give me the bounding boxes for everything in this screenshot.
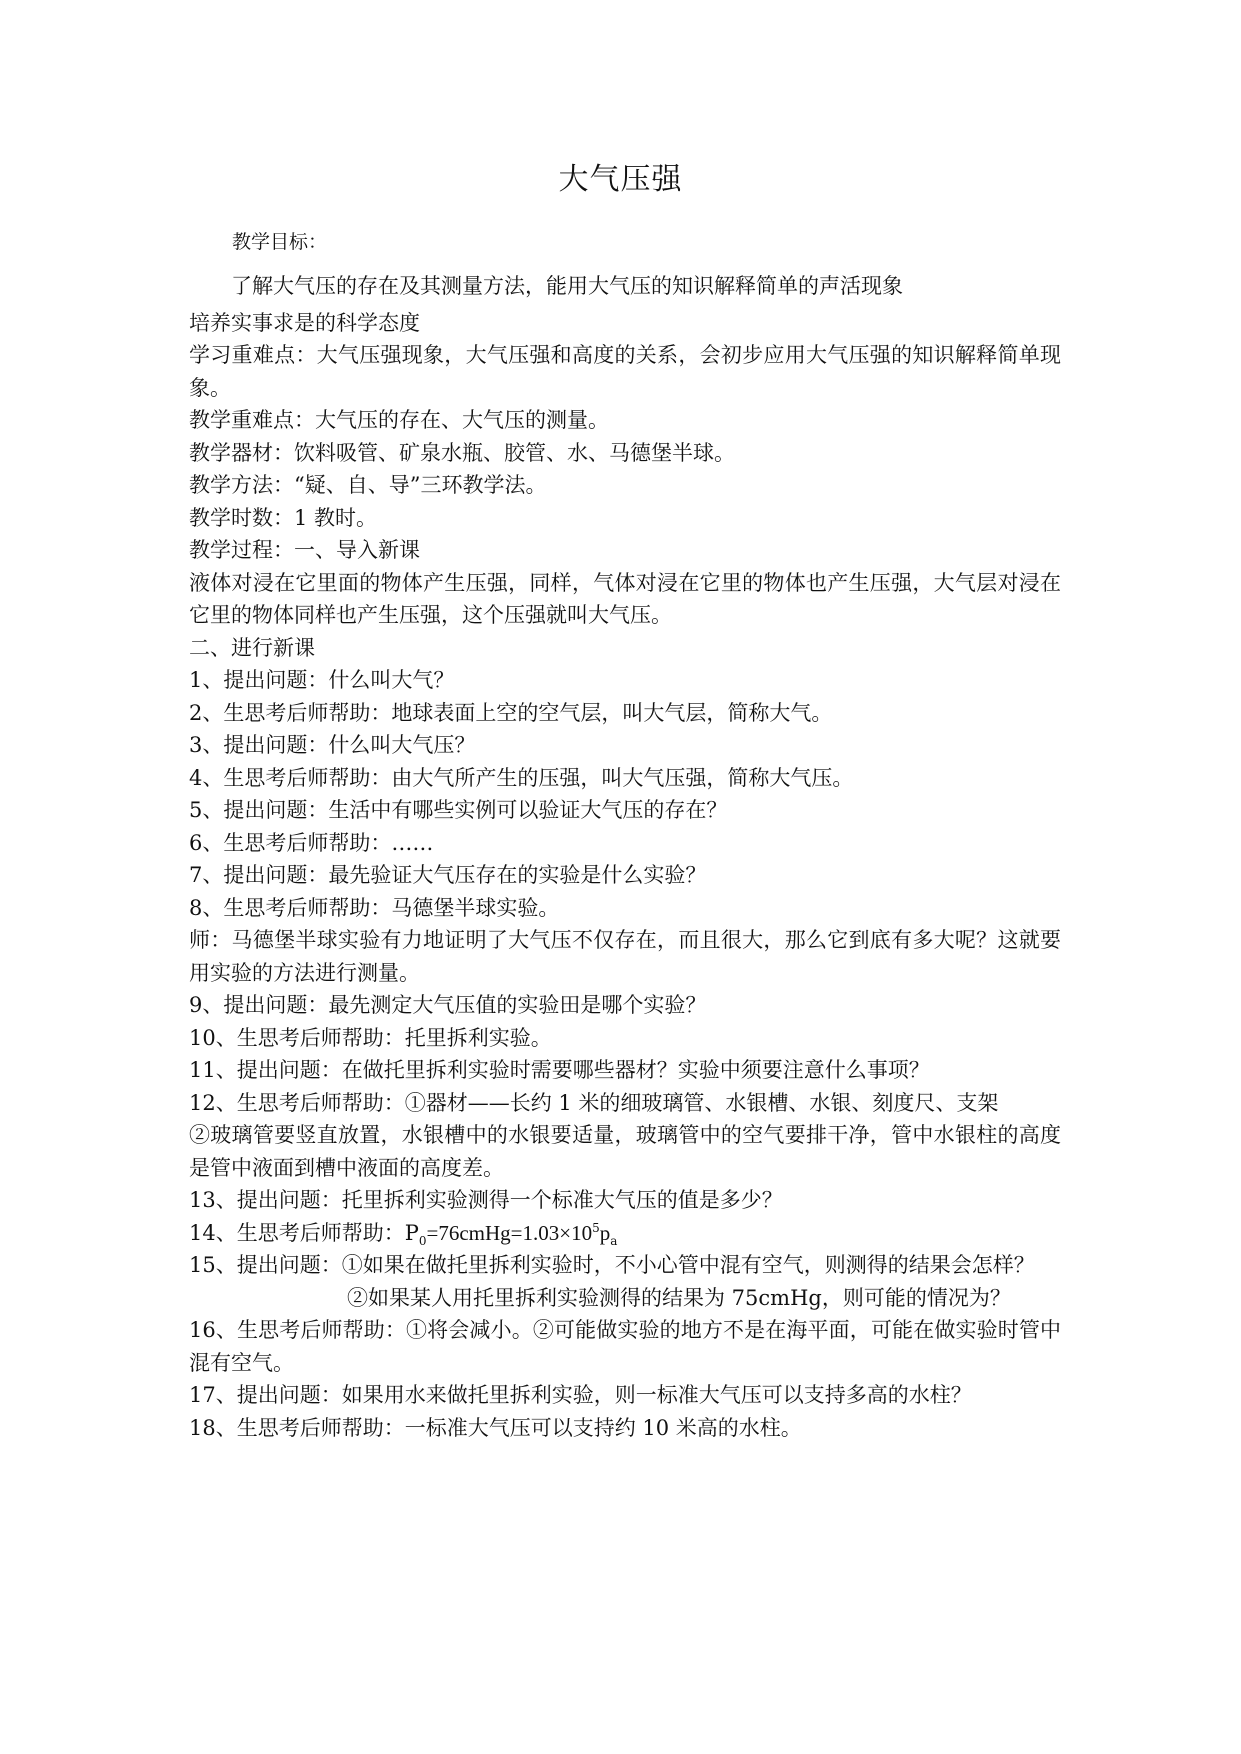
new-lesson-heading: 二、进行新课: [189, 635, 315, 660]
unit-subscript: a: [610, 1233, 618, 1248]
intro-paragraph: 液体对浸在它里面的物体产生压强，同样，气体对浸在它里的物体也产生压强，大气层对浸在它里的物体同样也产生压强，这个压强就叫大气压。: [189, 570, 1061, 627]
question-15-part-2: ②如果某人用托里拆利实验测得的结果为 75cmHg，则可能的情况为？: [347, 1285, 1011, 1310]
answer-14: [189, 1217, 1061, 1250]
attitude-text: 培养实事求是的科学态度: [189, 310, 420, 335]
answer-14-prefix: 14、生思考后师帮助：P: [189, 1220, 419, 1245]
unit-symbol: p: [599, 1220, 611, 1245]
exponent-superscript: 5: [592, 1220, 600, 1235]
teacher-note: 师：马德堡半球实验有力地证明了大气压不仅存在，而且很大，那么它到底有多大呢？这就要用实验的方法进行测量。: [189, 928, 1061, 985]
question-1: 1、提出问题：什么叫大气？: [189, 668, 455, 692]
document-title: 大气压强: [558, 162, 683, 197]
document-body: [189, 270, 1061, 1444]
objective-text: 了解大气压的存在及其测量方法，能用大气压的知识解释简单的声活现象: [231, 274, 903, 298]
hours-text: 教学时数：1 教时。: [189, 505, 378, 530]
question-13: 13、提出问题：托里拆利实验测得一个标准大气压的值是多少？: [189, 1188, 783, 1212]
process-text: 教学过程：一、导入新课: [189, 538, 420, 562]
pressure-subscript: 0: [418, 1233, 427, 1248]
answer-12-note: ②玻璃管要竖直放置，水银槽中的水银要适量，玻璃管中的空气要排干净，管中水银柱的高度是管中液面到槽中液面的高度差。: [189, 1123, 1061, 1180]
teaching-difficulties: 教学重难点：大气压的存在、大气压的测量。: [189, 408, 609, 432]
answer-12: 12、生思考后师帮助：①器材——长约 1 米的细玻璃管、水银槽、水银、刻度尺、支架: [189, 1090, 999, 1115]
answer-4: 4、生思考后师帮助：由大气所产生的压强，叫大气压强，简称大气压。: [189, 765, 854, 790]
answer-6: 6、生思考后师帮助：……: [189, 830, 434, 855]
learning-difficulties: 学习重难点：大气压强现象，大气压强和高度的关系，会初步应用大气压强的知识解释简单现象。: [189, 343, 1061, 400]
equipment-text: 教学器材：饮料吸管、矿泉水瓶、胶管、水、马德堡半球。: [189, 440, 735, 465]
answer-16: 16、生思考后师帮助：①将会减小。②可能做实验的地方不是在海平面，可能在做实验时管中混有空气。: [189, 1318, 1061, 1375]
answer-10: 10、生思考后师帮助：托里拆利实验。: [189, 1025, 552, 1050]
question-11: 11、提出问题：在做托里拆利实验时需要哪些器材？实验中须要注意什么事项？: [189, 1058, 930, 1082]
answer-18: 18、生思考后师帮助：一标准大气压可以支持约 10 米高的水柱。: [189, 1415, 802, 1440]
question-7: 7、提出问题：最先验证大气压存在的实验是什么实验？: [189, 863, 707, 887]
question-15-part-1: 15、提出问题：①如果在做托里拆利实验时，不小心管中混有空气，则测得的结果会怎样？: [189, 1253, 1035, 1277]
question-3: 3、提出问题：什么叫大气压？: [189, 733, 476, 757]
pressure-formula: =76cmHg=1.03×10: [426, 1220, 593, 1245]
answer-2: 2、生思考后师帮助：地球表面上空的空气层，叫大气层，简称大气。: [189, 700, 833, 725]
answer-8: 8、生思考后师帮助：马德堡半球实验。: [189, 895, 560, 920]
question-5: 5、提出问题：生活中有哪些实例可以验证大气压的存在？: [189, 798, 728, 822]
question-17: 17、提出问题：如果用水来做托里拆利实验，则一标准大气压可以支持多高的水柱？: [189, 1383, 972, 1407]
objective-label: 教学目标：: [232, 231, 328, 253]
method-text: 教学方法：“疑、自、导”三环教学法。: [189, 473, 547, 497]
question-9: 9、提出问题：最先测定大气压值的实验田是哪个实验？: [189, 993, 707, 1017]
